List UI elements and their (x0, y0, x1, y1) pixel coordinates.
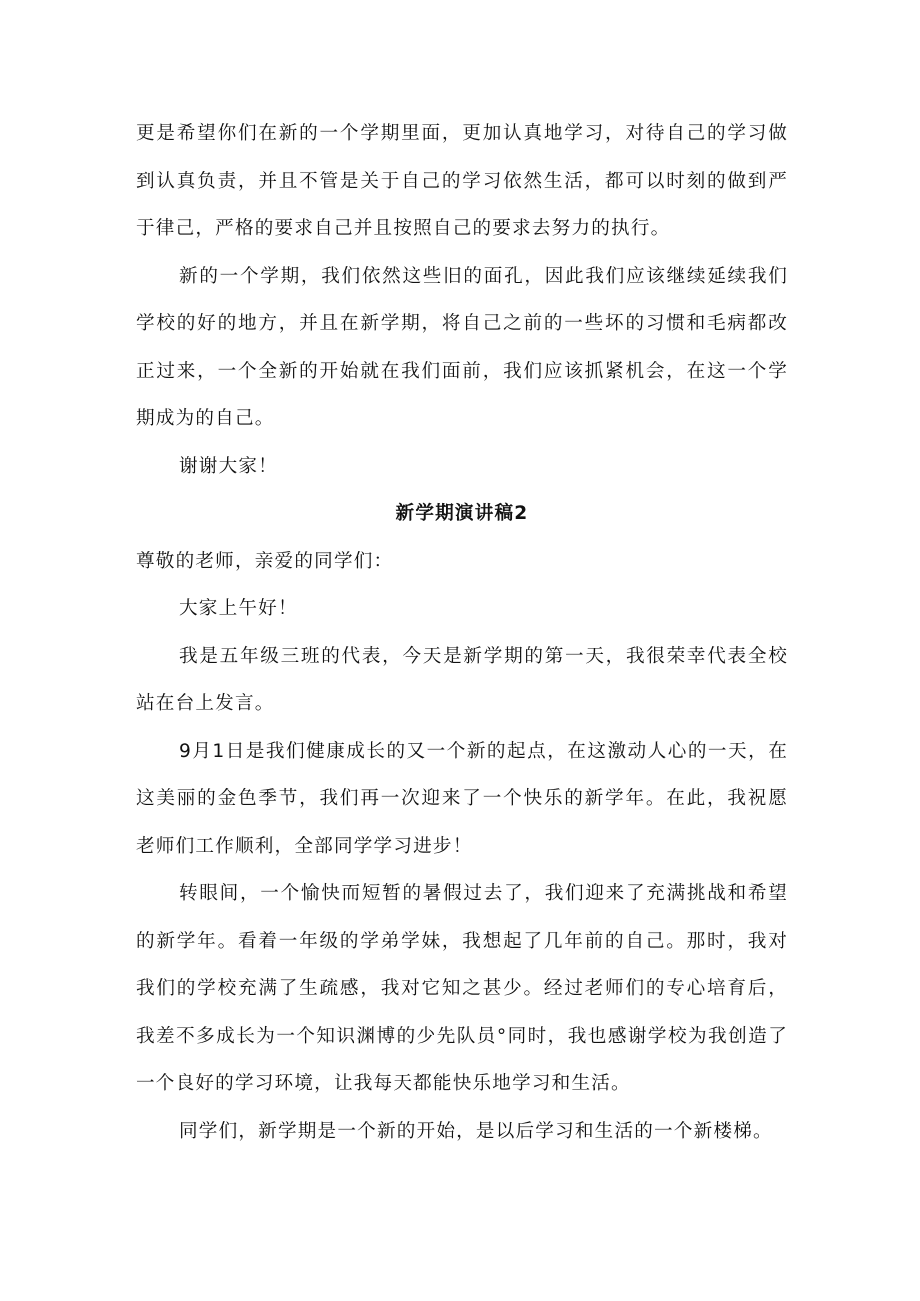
paragraph-3: 谢谢大家！ (179, 455, 278, 477)
paragraph-2: 新的一个学期，我们依然这些旧的面孔，因此我们应该继续延续我们学校的好的地方，并且在新学期，将自己之前的一些坏的习惯和毛病都改正过来，一个全新的开始就在我们面前，我们应该抓紧机会，在这一个学期成为的自己。 (136, 265, 788, 429)
paragraph-6: 我是五年级三班的代表，今天是新学期的第一天，我很荣幸代表全校站在台上发言。 (136, 645, 788, 714)
document-body (136, 110, 788, 1155)
paragraph-7: 9月1日是我们健康成长的又一个新的起点，在这激动人心的一天，在这美丽的金色季节，我们再一次迎来了一个快乐的新学年。在此，我祝愿老师们工作顺利，全部同学学习进步！ (136, 740, 788, 857)
paragraph-9: 同学们，新学期是一个新的开始，是以后学习和生活的一个新楼梯。 (179, 1120, 773, 1142)
paragraph-5: 大家上午好！ (179, 598, 298, 619)
paragraph-1: 更是希望你们在新的一个学期里面，更加认真地学习，对待自己的学习做到认真负责，并且不管是关于自己的学习依然生活，都可以时刻的做到严于律己，严格的要求自己并且按照自己的要求去努力的执行。 (136, 123, 788, 239)
paragraph-8: 转眼间，一个愉快而短暂的暑假过去了，我们迎来了充满挑战和希望的新学年。看着一年级的学弟学妹，我想起了几年前的自己。那时，我对我们的学校充满了生疏感，我对它知之甚少。经过老师们的专心培育后，我差不多成长为一个知识渊博的少先队员°同时，我也感谢学校为我创造了一个良好的学习环境，让我每天都能快乐地学习和生活。 (136, 883, 788, 1094)
paragraph-4: 尊敬的老师，亲爱的同学们： (136, 550, 394, 572)
section-title: 新学期演讲稿2 (395, 503, 529, 524)
